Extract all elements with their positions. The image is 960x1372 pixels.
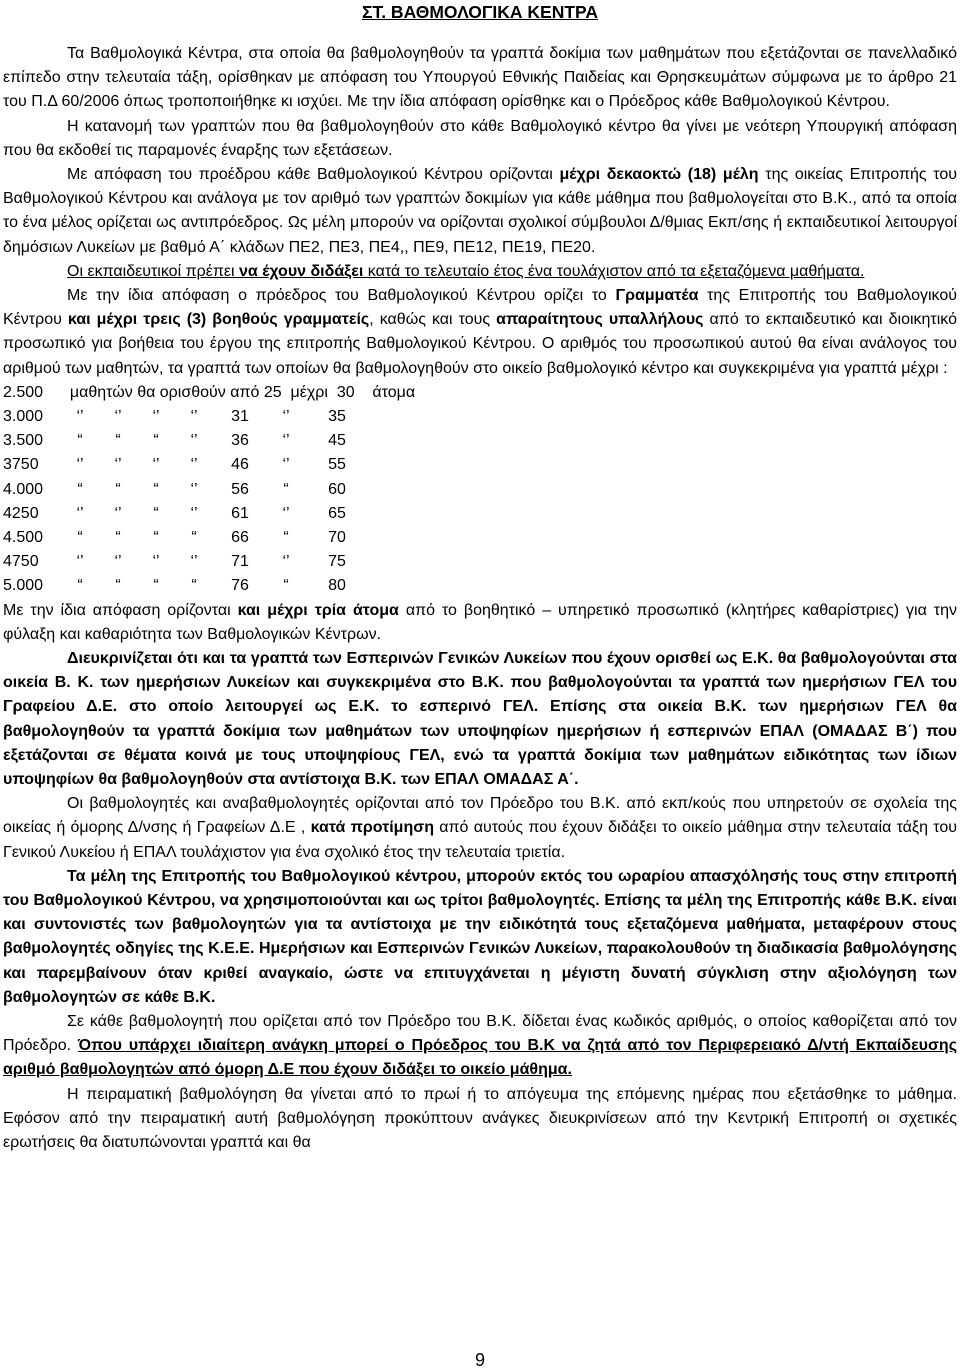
- ditto-mark: ‘’: [282, 456, 290, 474]
- ditto-mark: “: [115, 528, 121, 546]
- paragraph-evening-schools: Διευκρινίζεται ότι και τα γραπτά των Εσπερινών Γενικών Λυκείων που έχουν ορισθεί ως Ε.Κ. θα βαθμολογούνται στα οικεία Β. Κ. των ημερήσιων Λυκείων και συγκεκριμένα στο Β.Κ. που βαθμολογούνται τα γραπτά των ημερήσιων ΓΕΛ του Γραφείου Δ.Ε. στο οποίο λειτουργεί ως Ε.Κ. το εσπερινό ΓΕΛ. Επίσης στα οικεία Β.Κ. των ημερήσιων ΓΕΛ θα βαθμολογηθούν τα γραπτά δοκίμια των μαθημάτων των υποψηφίων ημερήσιων ή εσπερινών ΕΠΑΛ (ΟΜΑΔΑΣ Β΄) που εξετάζονται σε θέματα κοινά με τους υποψηφίους ΓΕΛ, ενώ τα γραπτά δοκίμια των μαθημάτων ειδικότητας των ίδιων υποψηφίων θα βαθμολογηθούν στα αντίστοιχα Β.Κ. των ΕΠΑΛ ΟΜΑΔΑΣ Α΄.: [3, 649, 957, 788]
- sec-text-g: από το εκπαιδευτικό και διοικητικό προσωπικό για βοήθεια του έργου της επιτροπής Βαθμολογικού Κέντρου. Ο αριθμός του προσωπικού αυτού θα είναι ανάλογος του αριθμού των μαθητών, τα γραπτά των οποίων θα βαθμολογηθούν στο οικείο βαθμολογικό κέντρο και συγκεκριμένα για γραπτά μέχρι :: [3, 311, 958, 377]
- staff-table: [3, 405, 957, 599]
- ditto-mark: ‘’: [152, 553, 160, 571]
- ditto-mark: “: [153, 528, 159, 546]
- ditto-mark: “: [77, 577, 83, 595]
- staff-min: 46: [231, 456, 249, 474]
- staff-min: 56: [231, 480, 249, 498]
- students-count: 2.500: [3, 383, 44, 401]
- students-count: 4750: [3, 553, 39, 571]
- ditto-mark: “: [283, 528, 289, 546]
- ditto-mark: “: [283, 480, 289, 498]
- paragraph-committee-members: Τα μέλη της Επιτροπής του Βαθμολογικού κέντρου, μπορούν εκτός του ωραρίου απασχόλησής τους στην επιτροπή του Βαθμολογικού Κέντρου, να χρησιμοποιούνται και ως τρίτοι βαθμολογητές. Επίσης τα μέλη της Επιτροπής κάθε Β.Κ. είναι και συντονιστές των βαθμολογητών για τα αντίστοιχα με την ειδικότητά τους εξεταζόμενα μαθήματα, μεταφέρουν στους βαθμολογητές οδηγίες της Κ.Ε.Ε. Ημερήσιων και Εσπερινών Γενικών Λυκείων, παρακολουθούν τη διαδικασία βαθμολόγησης και παρεμβαίνουν όταν κριθεί αναγκαίο, ώστε να επιτυγχάνεται η μέγιστη δυνατή σύγκλιση στην αξιολόγηση των βαθμολογητών σε κάθε Β.Κ.: [3, 867, 957, 1006]
- ditto-mark: ‘’: [190, 480, 198, 498]
- req-text-a: Οι εκπαιδευτικοί πρέπει: [67, 262, 240, 280]
- staff-max: 65: [328, 504, 346, 522]
- ditto-mark: ‘’: [76, 408, 84, 426]
- ditto-mark: ‘’: [114, 456, 122, 474]
- document-body: [3, 42, 957, 1155]
- students-count: 3.000: [3, 408, 44, 426]
- paragraph-grader-code: [3, 1010, 957, 1083]
- ditto-mark: ‘’: [190, 432, 198, 450]
- students-count: 4.500: [3, 528, 44, 546]
- staff-table-row: [3, 574, 957, 598]
- ditto-mark: ‘’: [76, 553, 84, 571]
- section-title: ΣΤ. ΒΑΘΜΟΛΟΓΙΚΑ ΚΕΝΤΡΑ: [361, 2, 599, 22]
- staff-min: 76: [231, 577, 249, 595]
- staff-table-row: [3, 429, 957, 453]
- ditto-mark: ‘’: [190, 456, 198, 474]
- ditto-mark: ‘’: [190, 504, 198, 522]
- paragraph-distribution: Η κατανομή των γραπτών που θα βαθμολογηθούν στο κάθε Βαθμολογικό κέντρο θα γίνει με νεότερη Υπουργική απόφαση που θα εκδοθεί τις παραμονές έναρξης των εξετάσεων.: [3, 117, 957, 159]
- staff-table-row: [3, 453, 957, 477]
- staff-min: 31: [231, 408, 249, 426]
- staff-table-first-text: μαθητών θα ορισθούν από 25 μέχρι 30 άτομα: [61, 383, 416, 401]
- staff-max: 55: [328, 456, 346, 474]
- members-max-count: μέχρι δεκαοκτώ (18) μέλη: [559, 166, 759, 184]
- sec-text-b: Γραμματέα: [615, 287, 699, 305]
- staff-table-row: [3, 526, 957, 550]
- staff-max: 75: [328, 553, 346, 571]
- page-number: 9: [474, 1350, 485, 1370]
- ditto-mark: ‘’: [114, 504, 122, 522]
- paragraph-pilot-grading: Η πειραματική βαθμολόγηση θα γίνεται από το πρωί ή το απόγευμα της επόμενης ημέρας που εξετάσθηκε το μάθημα. Εφόσον από την πειραματική αυτή βαθμολόγηση προκύπτουν ανάγκες διευκρινίσεων από την Κεντρική Επιτροπή οι σχετικές ερωτήσεις θα διατυπώνονται γραπτά και θα: [3, 1085, 957, 1151]
- sec-text-c: της Επιτροπής του Βαθμολογικού Κέντρου: [3, 287, 957, 329]
- staff-max: 45: [328, 432, 346, 450]
- members-text-c: της οικείας Επιτροπής του Βαθμολογικού Κέντρου και ανάλογα με τον αριθμό των γραπτών δοκιμίων για κάθε μάθημα που βαθμολογείται στο Β.Κ., από τα οποία το ένα μέλος ορίζεται ως αντιπρόεδρος. Ως μέλη μπορούν να ορίζονται σχολικοί σύμβουλοι Δ/θμιας Εκπ/σης ή εκπαιδευτικοί λειτουργοί δημόσιων Λυκείων με βαθμό Α΄ κλάδων ΠΕ2, ΠΕ3, ΠΕ4,, ΠΕ9, ΠΕ12, ΠΕ19, ΠΕ20.: [3, 166, 958, 256]
- ditto-mark: ‘’: [190, 553, 198, 571]
- req-text-b: να έχουν διδάξει: [239, 262, 364, 280]
- students-count: 4250: [3, 504, 39, 522]
- ditto-mark: “: [153, 480, 159, 498]
- staff-max: 80: [328, 577, 346, 595]
- staff-table-row: [3, 405, 957, 429]
- support-text-a: Με την ίδια απόφαση ορίζονται: [3, 601, 238, 619]
- ditto-mark: ‘’: [76, 504, 84, 522]
- ditto-mark: “: [153, 504, 159, 522]
- paragraph-secretary: [3, 284, 957, 381]
- code-text-a: Σε κάθε βαθμολογητή που ορίζεται από τον Πρόεδρο του Β.Κ. δίδεται ένας κωδικός αριθμός, ο οποίος καθορίζεται από τον Πρόεδρο.: [3, 1012, 957, 1055]
- sec-text-d: και μέχρι τρεις (3) βοηθούς γραμματείς: [67, 311, 370, 329]
- paragraph-intro: Τα Βαθμολογικά Κέντρα, στα οποία θα βαθμολογηθούν τα γραπτά δοκίμια των μαθημάτων που εξετάζονται σε πανελλαδικό επίπεδο στην τελευταία τάξη, ορίσθηκαν με απόφαση του Υπουργού Εθνικής Παιδείας και Θρησκευμάτων σύμφωνα με το άρθρο 21 του Π.Δ 60/2006 όπως τροποποιήθηκε κι ισχύει. Με την ίδια απόφαση ορίσθηκε και ο Πρόεδρος κάθε Βαθμολογικού Κέντρου.: [3, 45, 957, 111]
- ditto-mark: “: [77, 480, 83, 498]
- staff-table-row: [3, 550, 957, 574]
- ditto-mark: “: [115, 480, 121, 498]
- ditto-mark: “: [191, 577, 197, 595]
- req-text-c: κατά το τελευταίο έτος ένα τουλάχιστον από τα εξεταζόμενα μαθήματα.: [363, 262, 865, 280]
- ditto-mark: “: [191, 528, 197, 546]
- paragraph-support-staff: [3, 599, 957, 647]
- students-count: 5.000: [3, 577, 44, 595]
- ditto-mark: “: [283, 577, 289, 595]
- members-text-a: Με απόφαση του προέδρου κάθε Βαθμολογικού Κέντρου ορίζονται: [67, 166, 560, 184]
- sec-text-e: , καθώς και τους: [369, 311, 497, 329]
- students-count: 4.000: [3, 480, 44, 498]
- ditto-mark: ‘’: [282, 504, 290, 522]
- graders-text-b: κατά προτίμηση: [310, 819, 434, 837]
- paragraph-graders: [3, 792, 957, 865]
- graders-text-a: Οι βαθμολογητές και αναβαθμολογητές ορίζονται από τον Πρόεδρο του Β.Κ. από εκπ/κούς που υπηρετούν σε σχολεία της οικείας ή όμορης Δ/νσης ή Γραφείων Δ.Ε ,: [3, 795, 957, 837]
- staff-min: 61: [231, 504, 249, 522]
- ditto-mark: “: [115, 577, 121, 595]
- staff-table-row: [3, 502, 957, 526]
- paragraph-members: [3, 163, 957, 260]
- ditto-mark: ‘’: [282, 432, 290, 450]
- staff-min: 66: [231, 528, 249, 546]
- support-text-b: και μέχρι τρία άτομα: [237, 601, 399, 619]
- ditto-mark: “: [115, 432, 121, 450]
- staff-min: 36: [231, 432, 249, 450]
- code-text-b: Όπου υπάρχει ιδιαίτερη ανάγκη μπορεί ο Πρόεδρος του Β.Κ να ζητά από τον Περιφερειακό Δ/ντή Εκπαίδευσης αριθμό βαθμολογητών από όμορη Δ.Ε που έχουν διδάξει το οικείο μάθημα.: [3, 1037, 958, 1079]
- staff-max: 70: [328, 528, 346, 546]
- staff-max: 35: [328, 408, 346, 426]
- staff-table-row: [3, 478, 957, 502]
- ditto-mark: “: [77, 528, 83, 546]
- ditto-mark: ‘’: [152, 408, 160, 426]
- ditto-mark: “: [77, 432, 83, 450]
- sec-text-f: απαραίτητους υπαλλήλους: [496, 311, 704, 329]
- ditto-mark: ‘’: [282, 408, 290, 426]
- staff-table-row: [3, 381, 957, 405]
- paragraph-teachers-requirement: [3, 260, 957, 284]
- ditto-mark: “: [153, 577, 159, 595]
- staff-max: 60: [328, 480, 346, 498]
- graders-text-c: από αυτούς που έχουν διδάξει το οικείο μάθημα στην τελευταία τάξη του Γενικού Λυκείου ή ΕΠΑΛ τουλάχιστον για ένα σχολικό έτος την τελευταία τριετία.: [3, 819, 958, 861]
- ditto-mark: ‘’: [114, 408, 122, 426]
- students-count: 3.500: [3, 432, 44, 450]
- ditto-mark: ‘’: [282, 553, 290, 571]
- ditto-mark: ‘’: [114, 553, 122, 571]
- support-text-c: από το βοηθητικό – υπηρετικό προσωπικό (κλητήρες καθαρίστριες) για την φύλαξη και καθαριότητα των Βαθμολογικών Κέντρων.: [3, 601, 958, 643]
- ditto-mark: ‘’: [76, 456, 84, 474]
- sec-text-a: Με την ίδια απόφαση ο πρόεδρος του Βαθμολογικού Κέντρου ορίζει το: [67, 287, 616, 305]
- staff-min: 71: [231, 553, 249, 571]
- ditto-mark: ‘’: [190, 408, 198, 426]
- students-count: 3750: [3, 456, 39, 474]
- ditto-mark: “: [153, 432, 159, 450]
- ditto-mark: ‘’: [152, 456, 160, 474]
